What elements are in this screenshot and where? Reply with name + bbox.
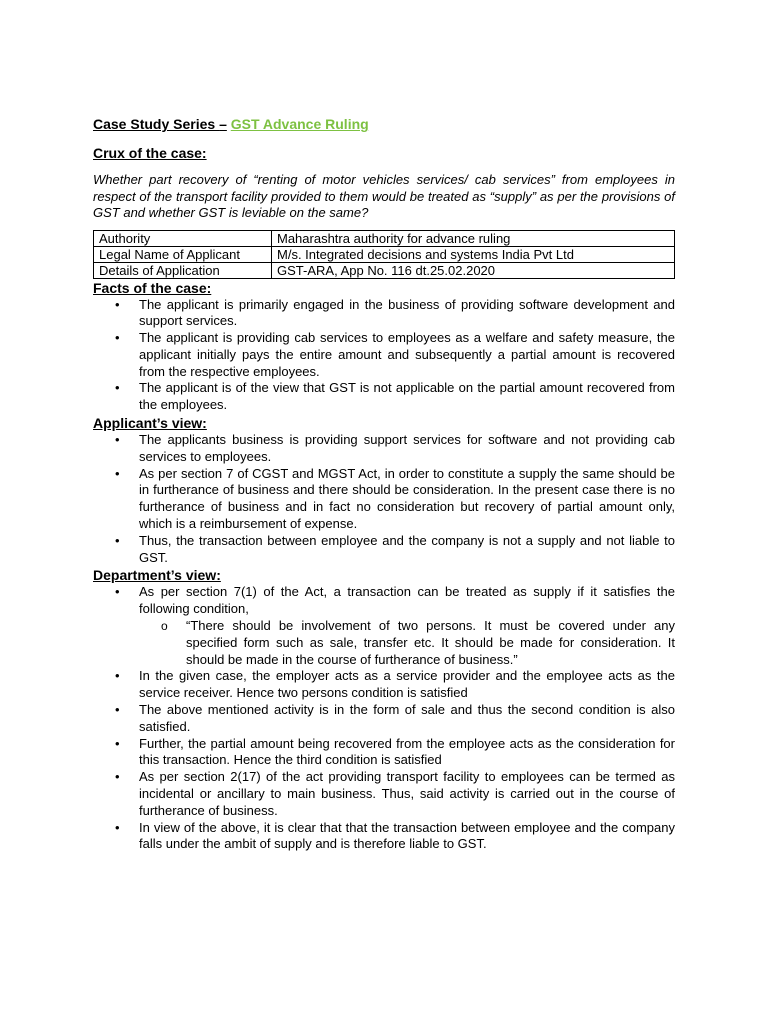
list-item	[93, 702, 675, 736]
list-item-text: The applicant is primarily engaged in the business of providing software development and support services.	[139, 296, 675, 329]
list-item-text: Further, the partial amount being recovered from the employee acts as the consideration for this transaction. Hence the third condition is satisfied	[139, 735, 675, 768]
bullet-icon: •	[115, 465, 120, 481]
bullet-icon: •	[115, 296, 120, 312]
list-item	[93, 380, 675, 414]
series-dash: –	[219, 116, 227, 132]
list-item-text: Thus, the transaction between employee and the company is not a supply and not liable to GST.	[139, 532, 675, 565]
list-item	[93, 533, 675, 567]
document-content	[93, 114, 675, 853]
bullet-icon: •	[115, 819, 120, 835]
facts-heading: Facts of the case:	[93, 279, 212, 296]
department-list	[93, 584, 675, 853]
sub-list-item	[139, 618, 675, 668]
series-prefix: Case Study Series	[93, 116, 220, 132]
list-item-text: In view of the above, it is clear that that the transaction between employee and the company falls under the ambit of supply and is therefore liable to GST.	[139, 819, 675, 852]
list-item-text: The applicant is of the view that GST is not applicable on the partial amount recovered from the employees.	[139, 380, 675, 413]
bullet-icon: •	[115, 432, 120, 448]
series-highlight: GST Advance Ruling	[230, 116, 369, 132]
list-item	[93, 769, 675, 819]
table-key: Legal Name of Applicant	[94, 246, 272, 262]
table-row	[94, 230, 675, 246]
facts-list	[93, 297, 675, 415]
table-row	[94, 246, 675, 262]
bullet-icon: •	[115, 330, 120, 346]
list-item	[93, 330, 675, 380]
list-item-text: As per section 7(1) of the Act, a transaction can be treated as supply if it satisfies the following condition,	[139, 584, 675, 617]
list-item-text: The applicant is providing cab services to employees as a welfare and safety measure, the applicant initially pays the entire amount and subsequently a partial amount is recovered from the respective employees.	[139, 330, 675, 379]
circle-bullet-icon: o	[161, 619, 168, 634]
bullet-icon: •	[115, 380, 120, 396]
list-item	[93, 432, 675, 466]
series-title	[93, 114, 675, 134]
bullet-icon: •	[115, 735, 120, 751]
list-item	[93, 297, 675, 331]
bullet-icon: •	[115, 584, 120, 600]
table-key: Details of Application	[94, 262, 272, 278]
applicant-heading: Applicant’s view:	[93, 415, 207, 432]
list-item	[93, 466, 675, 533]
bullet-icon: •	[115, 668, 120, 684]
list-item-text: As per section 7 of CGST and MGST Act, in order to constitute a supply the same should be in furtherance of business and there should be consideration. In the present case there is no furtherance of business and in fact no consideration but recovery of partial amount only, which is a reimbursement of expense.	[139, 465, 675, 532]
list-item	[93, 668, 675, 702]
bullet-icon: •	[115, 702, 120, 718]
list-item-text: In the given case, the employer acts as a service provider and the employee acts as the service receiver. Hence two persons condition is satisfied	[139, 668, 675, 701]
list-item-text: As per section 2(17) of the act providing transport facility to employees can be termed as incidental or ancillary to main business. Thus, said activity is carried out in the course of furtherance of business.	[139, 769, 675, 818]
bullet-icon: •	[115, 532, 120, 548]
table-value: GST-ARA, App No. 116 dt.25.02.2020	[272, 262, 675, 278]
list-item	[93, 584, 675, 668]
list-item-text: The above mentioned activity is in the form of sale and thus the second condition is also satisfied.	[139, 702, 675, 734]
list-item	[93, 820, 675, 854]
bullet-icon: •	[115, 769, 120, 785]
crux-heading: Crux of the case:	[93, 145, 207, 161]
table-value: M/s. Integrated decisions and systems India Pvt Ltd	[272, 246, 675, 262]
applicant-list	[93, 432, 675, 566]
sub-list	[139, 618, 675, 668]
list-item	[93, 736, 675, 770]
crux-text: Whether part recovery of “renting of motor vehicles services/ cab services” from employees in respect of the transport facility provided to them would be treated as “supply” as per the provisions of GST and whether GST is leviable on the same?	[93, 172, 675, 220]
department-heading: Department’s view:	[93, 567, 221, 584]
table-value: Maharashtra authority for advance ruling	[272, 230, 675, 246]
sub-list-item-text: “There should be involvement of two persons. It must be covered under any specified form such as sale, transfer etc. It should be made for consideration. It should be made in the course of furtherance of business.”	[186, 618, 675, 667]
list-item-text: The applicants business is providing support services for software and not providing cab services to employees.	[139, 432, 675, 464]
info-table	[93, 230, 675, 279]
table-key: Authority	[94, 230, 272, 246]
table-row	[94, 262, 675, 278]
